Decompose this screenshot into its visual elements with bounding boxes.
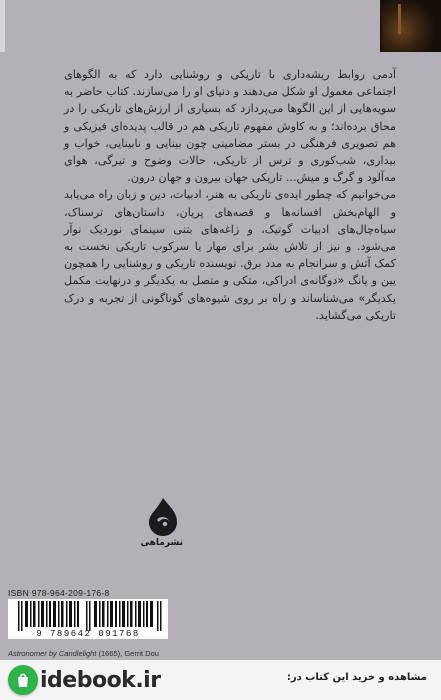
painting-fragment <box>382 0 441 52</box>
brand-name: idebook.ir <box>40 667 161 693</box>
blurb-text <box>64 66 396 324</box>
barcode-bars-icon <box>18 601 163 631</box>
caption-details: (1665), Gerrit Dou <box>96 649 159 658</box>
shopping-bag-icon <box>8 665 38 695</box>
blurb-paragraph-1: آدمی روابط ریشه‌داری با تاریکی و روشنایی دارد که به الگوهای اجتماعی معمول او شکل می‌دهند و دنیای او را می‌سازند. کتاب حاضر به سویه‌هایی از این الگوها می‌پردازد که بسیاری از ارزش‌های تاریکی را در محاق برده‌اند؛ و به کاوش مفهوم تاریکی هم در قالب پدیده‌ای فیزیکی و هم تصویری فرهنگی در بستر مضامینی چون بینایی و نابینایی، خواب و بیداری، شب‌کوری و ترس از تاریکی، حالات وضوح و تیرگی، هوای مه‌آلود و گرگ و میش... تاریکی جهان بیرون و جهان درون. <box>64 68 396 185</box>
candle-detail <box>398 4 401 34</box>
idebook-brand[interactable] <box>8 664 161 696</box>
blurb-paragraph-2: می‌خوانیم که چطور ایده‌ی تاریکی به هنر، ادبیات، دین و زبان راه می‌یابد و الهام‌بخش افسانه‌ها و قصه‌های پریان، داستان‌های ترسناک، سیاه‌چال‌های ادبیات گوتیک، و زاغه‌های بتنی سینمای نوردیک نوآر می‌شود. و نیز از تلاش بشر برای مهار یا سرکوب تاریکی نخست به کمک آتش و سرانجام به مدد برق. نویسنده تاریکی و روشنایی را همچون یین و یانگ «دوگانه‌ی ادراکی، متکی و متصل به یکدیگر و درنهایت مکمل یکدیگر» می‌شناساند و راه بر روی شیوه‌های گوناگونی از تجربه و درک تاریکی می‌گشاید. <box>64 188 396 322</box>
footer-banner[interactable] <box>0 660 441 700</box>
painting-caption <box>8 649 159 658</box>
publisher-name: نشرماهی <box>140 538 183 548</box>
barcode-digits: 9 789642 091768 <box>36 629 140 639</box>
isbn-label: ISBN 978-964-209-176-8 <box>8 588 110 598</box>
cover-painting-strip <box>0 0 441 52</box>
caption-title: Astronomer by Candlelight <box>8 649 97 658</box>
barcode <box>8 599 168 639</box>
footer-text: مشاهده و خرید این کتاب در: <box>286 672 427 683</box>
publisher-logo <box>140 496 183 554</box>
